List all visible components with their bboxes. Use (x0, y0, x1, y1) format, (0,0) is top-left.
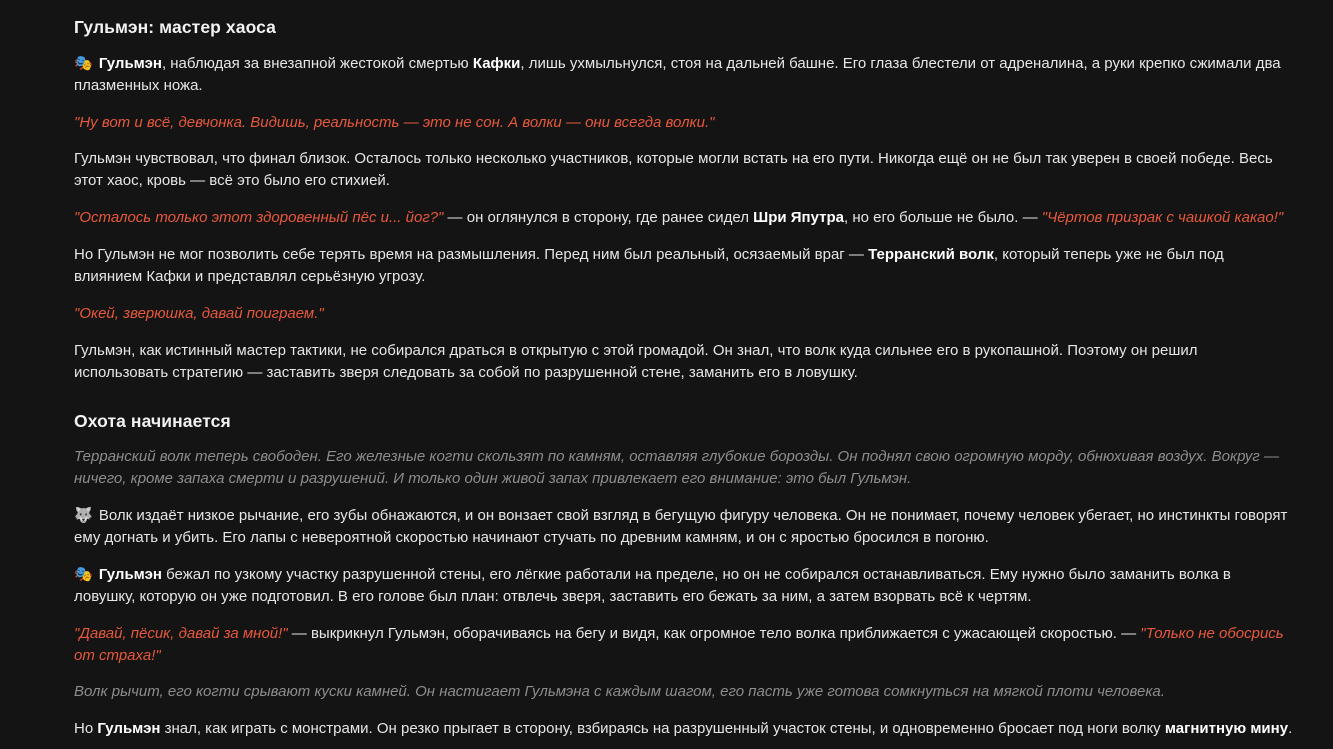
text-run: , наблюдая за внезапной жестокой смертью (161, 54, 473, 72)
story-paragraph (74, 53, 1293, 97)
dialogue-fragment: "Давай, пёсик, давай за мной!" (74, 624, 288, 642)
story-paragraph (74, 148, 1293, 192)
story-paragraph (74, 564, 1293, 608)
masks-icon: 🎭 (74, 54, 93, 72)
text-run: Терранский волк теперь свободен. Его железные когти скользят по камням, оставляя глубокие борозды. Он поднял свою огромную морду, обнюхивая воздух. Вокруг — ничего, кроме запаха смерти и разрушений. И только один живой запах привлекает его внимание: это был Гульмэн. (74, 448, 1279, 488)
story-paragraph (74, 505, 1293, 549)
dialogue-fragment: "Только не обосрись от страха!" (74, 624, 1284, 664)
text-run: — он оглянулся в сторону, где ранее сидел (443, 209, 754, 227)
character-name: Гульмэн (98, 565, 162, 583)
text-run: Но (74, 720, 98, 738)
character-name: Кафки (472, 54, 521, 72)
section-heading: Охота начинается (74, 410, 231, 431)
text-run: "Окей, зверюшка, давай поиграем." (74, 304, 324, 322)
story-content (36, 0, 1333, 749)
wolf-icon: 🐺 (74, 507, 93, 525)
character-name: Гульмэн (97, 720, 161, 738)
story-paragraph (74, 623, 1293, 667)
text-run: , лишь ухмыльнулся, стоя на дальней башне. Его глаза блестели от адреналина, а руки крепко сжимали два плазменных ножа. (74, 54, 1281, 94)
story-paragraph (74, 340, 1293, 384)
text-run: Гульмэн, как истинный мастер тактики, не собирался драться в открытую с этой громадой. Он знал, что волк куда сильнее его в рукопашной. Поэтому он решил использовать стратегию — заставить зверя следовать за собой по разрушенной стене, заманить его в ловушку. (74, 341, 1198, 381)
dialogue-line (74, 112, 1293, 134)
narration-line (74, 446, 1293, 490)
story-paragraph (74, 207, 1293, 229)
dialogue-line (74, 303, 1293, 325)
text-run: Гульмэн чувствовал, что финал близок. Осталось только несколько участников, которые могли встать на его пути. Никогда ещё он не был так уверен в своей победе. Весь этот хаос, кровь — всё это было его стихией. (74, 150, 1273, 190)
character-name: магнитную мину (1164, 720, 1289, 738)
text-run: "Ну вот и всё, девчонка. Видишь, реальность — это не сон. А волки — они всегда волки." (74, 113, 715, 131)
story-paragraph (74, 244, 1293, 288)
text-run: Волк рычит, его когти срывают куски камней. Он настигает Гульмэна с каждым шагом, его пасть уже готова сомкнуться на мягкой плоти человека. (74, 683, 1165, 701)
character-name: Гульмэн (98, 54, 162, 72)
dialogue-fragment: "Чёртов призрак с чашкой какао!" (1041, 209, 1284, 227)
text-run: , который теперь уже не был под влиянием Кафки и представлял серьёзную угрозу. (74, 246, 1224, 285)
character-name: Шри Япутра (753, 209, 844, 227)
dialogue-fragment: "Осталось только этот здоровенный пёс и... йог?" (74, 209, 444, 227)
text-run: , но его больше не было. — (843, 209, 1042, 227)
text-run: Волк издаёт низкое рычание, его зубы обнажаются, и он вонзает свой взгляд в бегущую фигуру человека. Он не понимает, почему человек убегает, но инстинкты говорят ему догнать и убить. Его лапы с невероятной скоростью начинают стучать по древним камням, и он с яростью бросился в погоню. (74, 507, 1288, 546)
text-run: знал, как играть с монстрами. Он резко прыгает в сторону, взбираясь на разрушенный участок стены, и одновременно бросает под ноги волку (160, 720, 1165, 738)
text-run: . (1288, 720, 1293, 738)
text-run: бежал по узкому участку разрушенной стены, его лёгкие работали на пределе, но он не собирался останавливаться. Ему нужно было заманить волка в ловушку, которую он уже подготовил. В его голове был план: отвлечь зверя, заставить его бежать за ним, а затем взорвать всё к чертям. (74, 565, 1231, 605)
text-run: — выкрикнул Гульмэн, оборачиваясь на бегу и видя, как огромное тело волка приближается с ужасающей скоростью. — (287, 624, 1141, 642)
section-heading: Гульмэн: мастер хаоса (74, 17, 277, 37)
narration-line (74, 681, 1293, 703)
character-name: Терранский волк (868, 246, 994, 264)
text-run: Но Гульмэн не мог позволить себе терять время на размышления. Перед ним был реальный, осязаемый враг — (74, 246, 869, 264)
left-margin-rail (0, 0, 36, 749)
story-paragraph (74, 718, 1293, 740)
masks-icon: 🎭 (74, 565, 93, 583)
